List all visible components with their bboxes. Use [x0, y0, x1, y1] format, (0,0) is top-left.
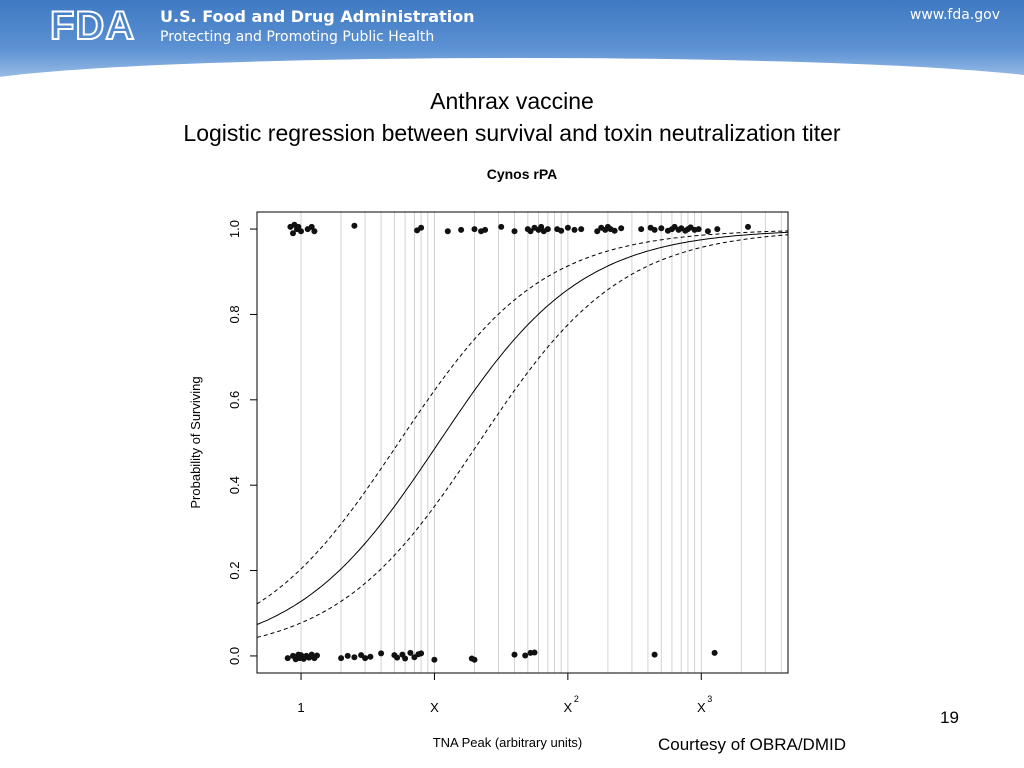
data-point-survived [612, 228, 618, 234]
chart-title: Cynos rPA [486, 166, 558, 182]
data-point-survived [714, 226, 720, 232]
data-point-died [314, 653, 320, 659]
data-point-survived [512, 228, 518, 234]
y-tick-label: 0.2 [227, 561, 242, 580]
data-point-died [285, 655, 291, 661]
y-tick-label: 0.0 [227, 646, 242, 665]
data-point-survived [638, 226, 644, 232]
data-point-died [367, 654, 373, 660]
x-tick-label: X [430, 700, 439, 715]
data-point-died [712, 650, 718, 656]
data-point-survived [311, 228, 317, 234]
data-point-survived [498, 224, 504, 230]
data-point-died [418, 650, 424, 656]
data-point-survived [545, 226, 551, 232]
upper-confidence-band [257, 231, 788, 604]
data-point-died [351, 654, 357, 660]
slide-subtitle: Logistic regression between survival and toxin neutralization titer [183, 120, 841, 146]
data-point-survived [351, 223, 357, 229]
data-point-survived [418, 225, 424, 231]
y-tick-label: 0.4 [227, 476, 242, 495]
y-tick-label: 0.6 [227, 390, 242, 409]
agency-name: U.S. Food and Drug Administration [160, 7, 475, 26]
data-point-died [652, 652, 658, 658]
data-point-survived [572, 227, 578, 233]
data-point-survived [565, 225, 571, 231]
data-point-survived [618, 225, 624, 231]
data-point-died [431, 657, 437, 663]
data-point-survived [472, 226, 478, 232]
y-tick-label: 1.0 [227, 220, 242, 239]
data-point-survived [658, 225, 664, 231]
data-point-died [338, 655, 344, 661]
data-point-died [472, 657, 478, 663]
x-axis-label: TNA Peak (arbitrary units) [432, 735, 583, 750]
y-tick-label: 0.8 [227, 305, 242, 324]
agency-tagline: Protecting and Promoting Public Health [160, 29, 435, 45]
x-tick-label: X [696, 700, 706, 715]
data-point-survived [558, 228, 564, 234]
data-point-died [378, 650, 384, 656]
data-point-survived [578, 226, 584, 232]
y-axis-label: Probability of Surviving [188, 376, 203, 509]
data-point-survived [652, 227, 658, 233]
data-point-survived [445, 228, 451, 234]
data-point-died [345, 653, 351, 659]
data-point-died [402, 656, 408, 662]
data-point-survived [482, 227, 488, 233]
data-point-survived [696, 226, 702, 232]
x-tick-label: X [563, 700, 573, 715]
credit-line: Courtesy of OBRA/DMID [658, 735, 846, 754]
slide-title: Anthrax vaccine [430, 88, 594, 114]
agency-url[interactable]: www.fda.gov [909, 7, 1000, 23]
data-point-survived [745, 224, 751, 230]
page-number: 19 [940, 708, 959, 727]
lower-confidence-band [257, 235, 788, 638]
fda-logo: FDA [50, 4, 136, 48]
data-point-survived [458, 227, 464, 233]
data-point-died [532, 650, 538, 656]
data-point-died [394, 655, 400, 661]
data-point-died [522, 653, 528, 659]
data-point-survived [705, 228, 711, 234]
data-point-died [512, 652, 518, 658]
data-point-survived [298, 228, 304, 234]
fitted-curve [257, 232, 788, 624]
x-tick-label-exponent: 2 [573, 694, 579, 704]
data-point-died [362, 655, 368, 661]
x-tick-label: 1 [297, 700, 305, 715]
x-tick-label-exponent: 3 [707, 694, 713, 704]
